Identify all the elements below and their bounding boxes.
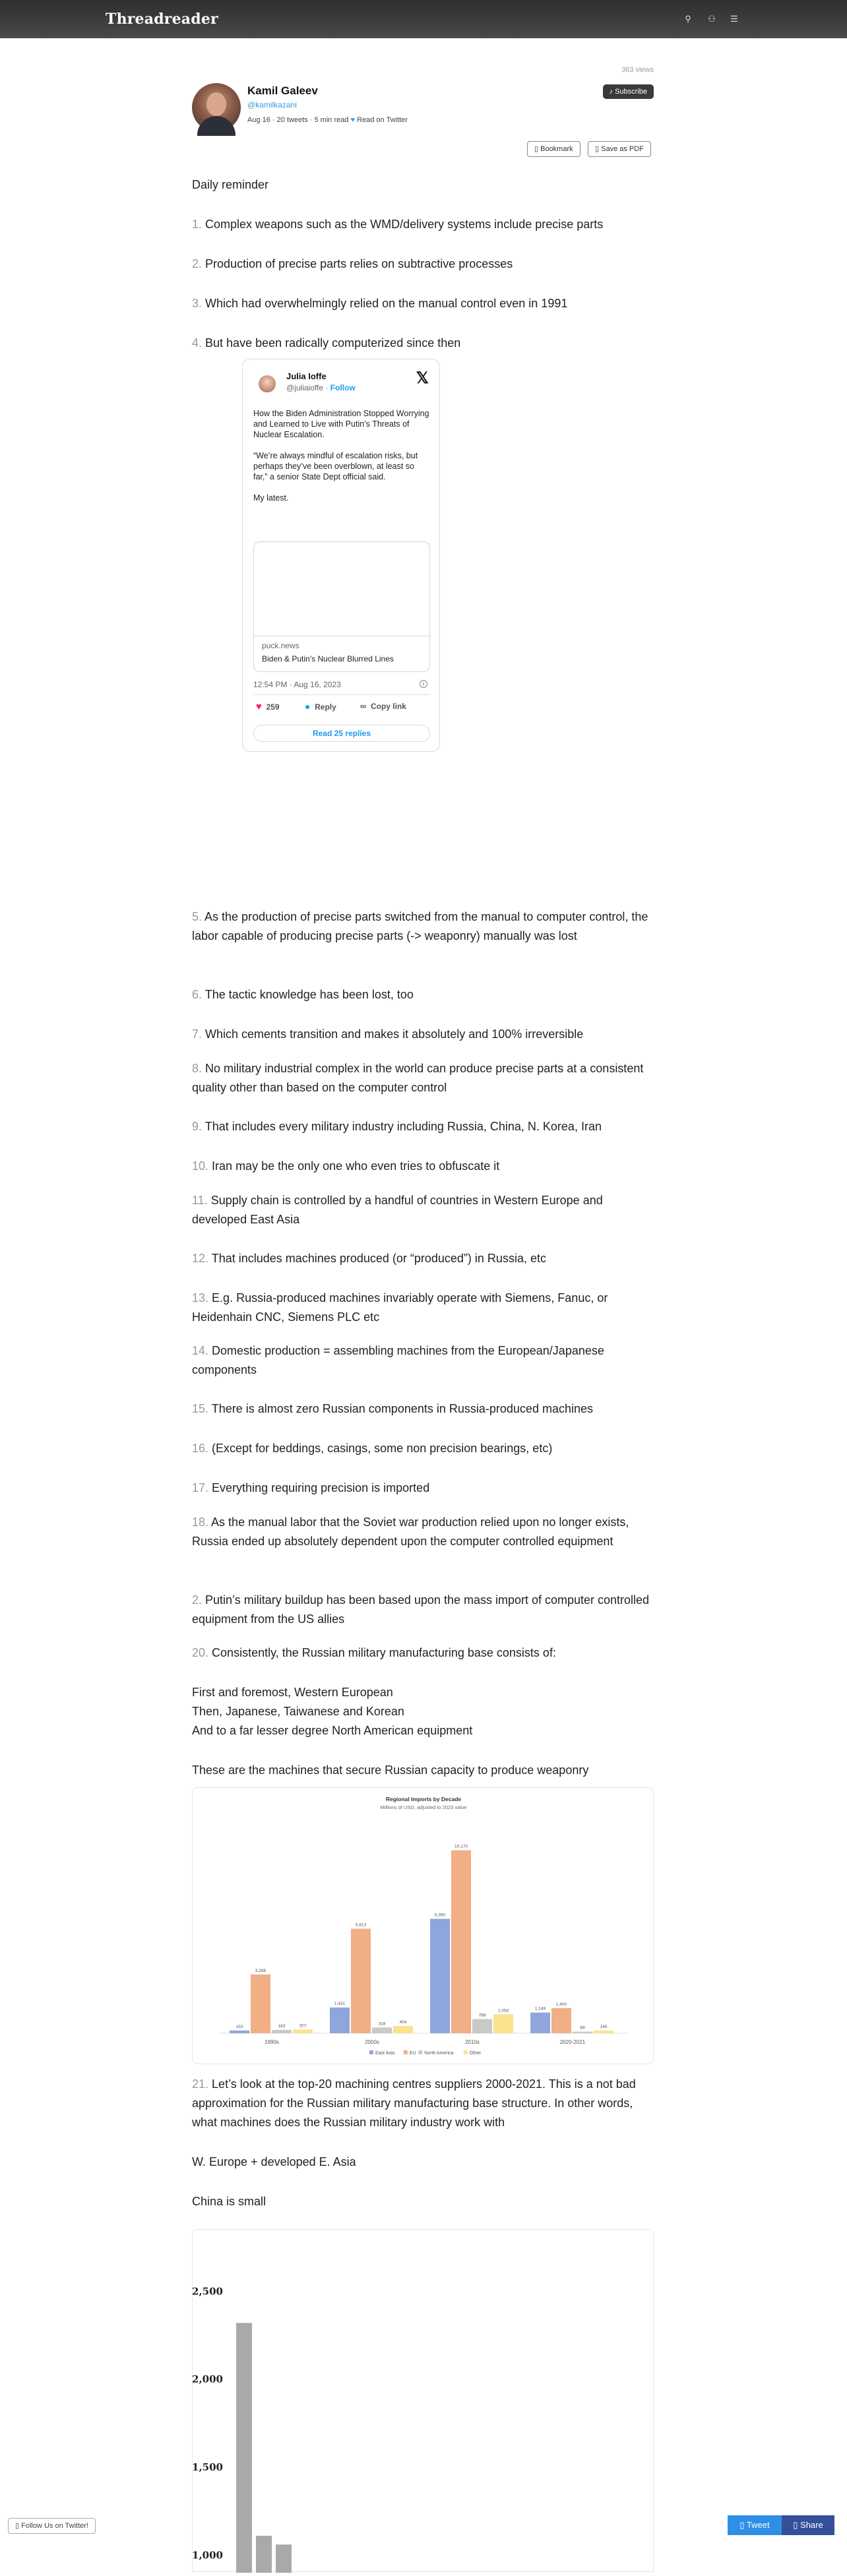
data-label: 6,360 [434, 1913, 446, 1918]
bar-eu-2020-2021 [551, 2008, 571, 2033]
twitter-icon: ▯ [15, 2522, 22, 2530]
x-tick-label: 2010s [465, 2039, 480, 2045]
thread-intro: Daily reminder [192, 178, 269, 191]
tweet-12 [192, 1249, 654, 1268]
link-preview-card[interactable] [253, 541, 430, 672]
machines-line: These are the machines that secure Russian capacity to produce weaponry [192, 1763, 589, 1777]
reply-action[interactable] [305, 701, 336, 712]
bookmark-icon: ▯ [534, 145, 541, 153]
tweet-number: 4. [192, 336, 203, 350]
bar-other-1990s [293, 2029, 313, 2033]
site-logo[interactable]: Threadreader [106, 11, 218, 28]
chart-bars [230, 1845, 613, 2045]
data-label: 1,149 [534, 2006, 546, 2011]
tweet-16 [192, 1439, 654, 1458]
bar-north-america-2020-2021 [573, 2032, 592, 2033]
weurope-line: W. Europe + developed E. Asia [192, 2155, 356, 2168]
tweet-3 [192, 294, 654, 313]
tweet-icon: ▯ [739, 2520, 747, 2530]
data-label: 207 [299, 2023, 307, 2029]
data-label: 1,054 [497, 2008, 509, 2013]
machining-centres-chart[interactable] [192, 2229, 654, 2572]
tweet-14 [192, 1341, 654, 1380]
embed-divider [253, 694, 430, 695]
data-label: 788 [478, 2013, 486, 2018]
tweet-4 [192, 334, 654, 353]
tweet-number: 2. [192, 257, 203, 270]
tweet-18 [192, 1513, 654, 1551]
bar-north-america-1990s [272, 2030, 292, 2033]
chart-subtitle: Millions of USD, adjusted to 2023 value [380, 1804, 467, 1810]
bar-other-2000s [393, 2026, 413, 2033]
data-label: 318 [378, 2021, 386, 2027]
tweet-text: Domestic production = assembling machines from the European/Japanese components [192, 1344, 604, 1376]
copy-link-label: Copy link [370, 702, 406, 711]
tweet-number: 14. [192, 1344, 209, 1357]
tweet-number: 15. [192, 1402, 209, 1415]
y-tick-label: 2,000 [192, 2373, 223, 2385]
bar-north-america-2010s [472, 2019, 492, 2033]
list-line-2: Then, Japanese, Taiwanese and Korean [192, 1705, 404, 1718]
share-icon: ▯ [793, 2520, 801, 2530]
tweet-button[interactable] [728, 2515, 782, 2535]
tweet-1 [192, 215, 654, 234]
embed-handle-row: @juliaioffe · Follow [286, 383, 356, 392]
tweet-7 [192, 1025, 654, 1044]
save-pdf-button[interactable] [588, 141, 651, 157]
tweet-11 [192, 1191, 654, 1229]
tweet-number: 10. [192, 1159, 209, 1173]
tweet-number: 2. [192, 1593, 203, 1607]
tweet-number: 3. [192, 297, 203, 310]
regional-imports-chart[interactable] [192, 1787, 654, 2064]
legend-label: East Asia [375, 2051, 395, 2056]
reply-bubble-icon: ● [305, 701, 311, 712]
data-label: 3,268 [255, 1968, 267, 1973]
chart-legend [369, 2050, 482, 2056]
embed-timestamp[interactable]: 12:54 PM · Aug 16, 2023 [253, 680, 341, 689]
data-label: 1,400 [555, 2002, 567, 2007]
tweet-text: But have been radically computerized since then [205, 336, 461, 350]
tweet-text: No military industrial complex in the world can produce precise parts at a consistent quality other than based on the computer control [192, 1062, 644, 1094]
bookmark-label: Bookmark [540, 145, 573, 153]
tweet-number: 8. [192, 1062, 203, 1075]
like-count: 259 [266, 702, 280, 712]
menu-icon[interactable]: ☰ [730, 14, 738, 24]
machining-bar [236, 2323, 252, 2573]
embed-avatar[interactable] [259, 375, 276, 392]
legend-swatch [464, 2050, 468, 2054]
y-tick-label: 1,000 [192, 2549, 223, 2561]
author-name[interactable]: Kamil Galeev [247, 84, 318, 97]
tweet-number: 13. [192, 1291, 209, 1304]
y-tick-label: 1,500 [192, 2461, 223, 2473]
x-logo-icon[interactable]: 𝕏 [416, 369, 429, 387]
data-label: 153 [235, 2024, 243, 2029]
share-button[interactable] [782, 2515, 834, 2535]
tweet-17 [192, 1479, 654, 1498]
share-label: Share [800, 2520, 823, 2530]
read-replies-button[interactable]: Read 25 replies [253, 725, 430, 742]
tweet-2 [192, 255, 654, 274]
chart1-svg [193, 1788, 654, 2065]
tweet-number: 1. [192, 218, 203, 231]
thread-meta-text: Aug 16 · 20 tweets · 5 min read [247, 116, 349, 124]
tweet-label: Tweet [746, 2520, 770, 2530]
tweet-15 [192, 1399, 654, 1419]
follow-us-label: Follow Us on Twitter! [21, 2522, 88, 2530]
china-line: China is small [192, 2195, 267, 2208]
bar-eu-2010s [451, 1851, 471, 2033]
tweet-10 [192, 1157, 654, 1176]
author-avatar[interactable] [192, 83, 241, 132]
legend-label: North America [424, 2051, 454, 2056]
embed-text: How the Biden Administration Stopped Worrying and Learned to Live with Putin’s Threats of Nuclear Escalation. “We’re always mindful of escalation risks, but perhaps they’ve been overblown, at least so far,” a senior State Dept official said. My latest. [253, 409, 429, 503]
tweet-text: Everything requiring precision is imported [212, 1481, 430, 1494]
tweet-number: 20. [192, 1646, 209, 1659]
tweet-6 [192, 985, 654, 1004]
data-label: 404 [399, 2019, 407, 2025]
data-label: 149 [600, 2024, 608, 2029]
save-pdf-label: Save as PDF [601, 145, 644, 153]
subscribe-button[interactable] [603, 84, 654, 99]
tweet-text: E.g. Russia-produced machines invariably operate with Siemens, Fanuc, or Heidenhain CNC, Siemens PLC etc [192, 1291, 608, 1324]
chart-bars [236, 2323, 292, 2573]
tweet-number: 11. [192, 1194, 208, 1207]
data-label: 1,431 [334, 2001, 346, 2006]
bar-east-asia-2000s [330, 2008, 350, 2033]
x-tick-label: 2020-2021 [559, 2039, 586, 2045]
embed-follow-link[interactable]: Follow [330, 383, 356, 392]
tweet-number: 16. [192, 1442, 209, 1455]
data-label: 89 [580, 2025, 585, 2031]
tweet-21 [192, 2075, 654, 2132]
read-on-twitter-link[interactable]: Read on Twitter [357, 116, 408, 124]
tweet-text: Let’s look at the top-20 machining centres suppliers 2000-2021. This is a not bad approximation for the Russian military manufacturing base structure. In other words, what machines does the Russian military industry work with [192, 2077, 636, 2129]
legend-label: Other [469, 2051, 482, 2056]
x-tick-label: 1990s [265, 2039, 279, 2045]
follow-us-button[interactable] [8, 2518, 96, 2534]
tweet-number: 17. [192, 1481, 209, 1494]
tweet-number: 9. [192, 1120, 203, 1133]
legend-swatch [369, 2050, 373, 2054]
tweet-text: That includes every military industry including Russia, China, N. Korea, Iran [204, 1120, 602, 1133]
tweet-number: 21. [192, 2077, 209, 2091]
tweet-19 [192, 1591, 654, 1629]
avatar-shirt [197, 116, 235, 136]
tweet-number: 18. [192, 1516, 209, 1529]
tweet-text: Which cements transition and makes it absolutely and 100% irreversible [205, 1027, 584, 1041]
thread-meta [247, 116, 408, 124]
tweet-text: As the manual labor that the Soviet war production relied upon no longer exists, Russia ended up absolutely dependent upon the computer controlled equipment [192, 1516, 629, 1548]
chart-title: Regional Imports by Decade [385, 1796, 462, 1802]
link-icon: ∞ [360, 701, 367, 711]
copy-link-action[interactable] [360, 701, 406, 711]
tweet-number: 12. [192, 1252, 209, 1265]
machining-bar [256, 2536, 272, 2573]
embed-author-name[interactable]: Julia Ioffe [286, 371, 327, 381]
tweet-text: As the production of precise parts switched from the manual to computer control, the labor capable of producing precise parts (-> weaponry) manually was lost [192, 910, 648, 942]
tweet-text: Complex weapons such as the WMD/delivery systems include precise parts [205, 218, 604, 231]
tweet-text: (Except for beddings, casings, some non precision bearings, etc) [212, 1442, 553, 1455]
x-tick-label: 2000s [365, 2039, 379, 2045]
twitter-bird-icon: ♥ [350, 116, 358, 124]
y-tick-label: 2,500 [192, 2285, 223, 2298]
legend-swatch [418, 2050, 422, 2054]
heart-icon: ♥ [256, 701, 262, 712]
tweet-8 [192, 1059, 654, 1097]
y-tick-labels [192, 2285, 223, 2561]
avatar-face [206, 92, 226, 116]
data-label: 10,170 [455, 1844, 468, 1849]
bar-other-2020-2021 [594, 2031, 613, 2033]
tweet-number: 6. [192, 988, 203, 1001]
tweet-text: The tactic knowledge has been lost, too [204, 988, 414, 1001]
data-label: 5,813 [355, 1922, 367, 1928]
bell-icon: ♪ [609, 88, 615, 96]
pdf-icon: ▯ [595, 145, 602, 153]
tweet-5 [192, 907, 654, 946]
search-icon[interactable]: ⚲ [685, 14, 691, 24]
tweet-20 [192, 1643, 654, 1663]
views-count: 363 views [621, 66, 654, 74]
legend-swatch [404, 2050, 408, 2054]
tweet-9 [192, 1117, 654, 1136]
author-handle[interactable]: @kamilkazani [247, 100, 297, 109]
embed-handle[interactable]: @juliaioffe [286, 383, 323, 392]
embedded-tweet[interactable] [242, 359, 440, 752]
top-navbar [0, 0, 847, 38]
like-action[interactable] [256, 701, 280, 712]
tweet-text: Which had overwhelmingly relied on the manual control even in 1991 [205, 297, 568, 310]
reply-label: Reply [315, 702, 336, 712]
bar-east-asia-1990s [230, 2031, 249, 2033]
bar-east-asia-2010s [430, 1919, 450, 2033]
tweet-text: Supply chain is controlled by a handful of countries in Western Europe and developed East Asia [192, 1194, 603, 1226]
tweet-text: There is almost zero Russian components in Russia-produced machines [211, 1402, 593, 1415]
tweet-text: Putin’s military buildup has been based upon the mass import of computer controlled equipment from the US allies [192, 1593, 650, 1626]
bar-north-america-2000s [372, 2027, 392, 2033]
bar-eu-1990s [251, 1975, 270, 2033]
legend-label: EU [409, 2051, 416, 2056]
bar-other-2010s [493, 2014, 513, 2033]
tweet-text: That includes machines produced (or “produced”) in Russia, etc [211, 1252, 546, 1265]
tweet-13 [192, 1289, 654, 1327]
tweet-text: Production of precise parts relies on subtractive processes [205, 257, 513, 270]
subscribe-label: Subscribe [615, 88, 647, 96]
machining-bar [276, 2544, 292, 2573]
tweet-number: 5. [192, 910, 203, 923]
tweet-text: Consistently, the Russian military manufacturing base consists of: [212, 1646, 556, 1659]
list-line-3: And to a far lesser degree North American equipment [192, 1724, 473, 1737]
bookmark-button[interactable] [527, 141, 580, 157]
bar-eu-2000s [351, 1928, 371, 2033]
info-icon[interactable]: i [420, 680, 427, 688]
chart2-svg [193, 2230, 654, 2573]
user-icon[interactable]: ⚇ [708, 14, 716, 24]
bar-east-asia-2020-2021 [530, 2013, 550, 2033]
list-line-1: First and foremost, Western European [192, 1686, 393, 1699]
card-title: Biden & Putin’s Nuclear Blurred Lines [262, 654, 394, 663]
data-label: 183 [278, 2024, 286, 2029]
tweet-number: 7. [192, 1027, 203, 1041]
card-domain: puck.news [262, 641, 299, 650]
tweet-text: Iran may be the only one who even tries to obfuscate it [212, 1159, 500, 1173]
